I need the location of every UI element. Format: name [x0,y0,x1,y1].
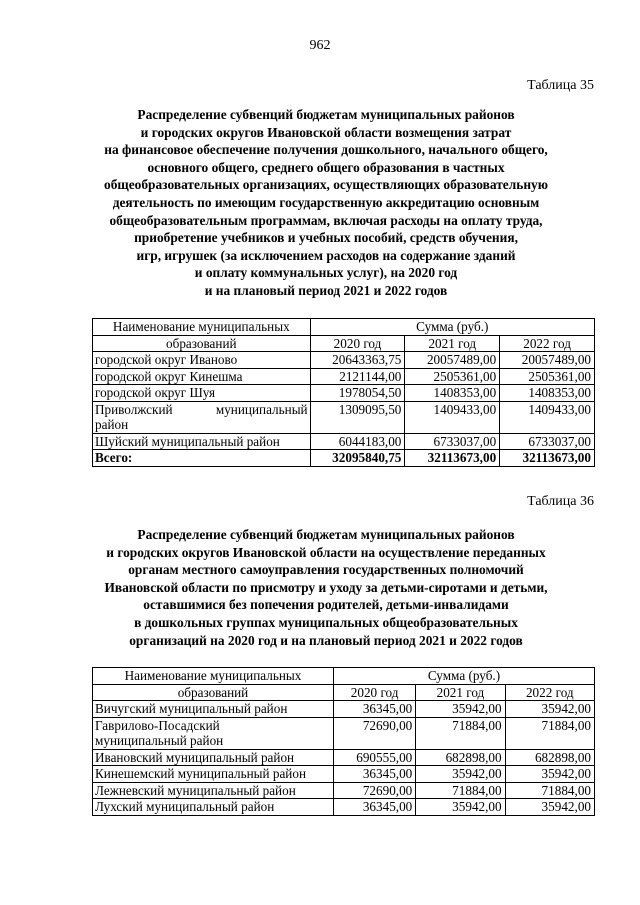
heading-line: оставшимися без попечения родителей, детьми-инвалидами [143,597,509,613]
header-sum: Сумма (руб.) [310,319,594,336]
row-name: Шуйский муниципальный район [93,433,311,450]
table-35-caption: Таблица 35 [527,78,594,93]
header-sum: Сумма (руб.) [333,668,594,685]
table-row [93,766,595,783]
total-value: 32113673,00 [405,450,500,467]
row-value: 71884,00 [505,717,594,749]
row-value: 682898,00 [505,749,594,766]
row-name: Вичугский муниципальный район [93,701,334,718]
row-name-justified [95,402,308,418]
table-36 [92,667,595,816]
row-value: 1409433,00 [405,401,500,433]
row-value: 71884,00 [416,782,505,799]
table-row [93,782,595,799]
row-value: 1408353,00 [405,385,500,402]
table-35-heading [80,106,572,300]
heading-line: общеобразовательным программам, включая расходы на оплату труда, [109,212,543,228]
page-number: 962 [309,38,331,53]
header-year: 2021 год [405,335,500,352]
heading-line: приобретение учебников и учебных пособий, средств обучения, [134,230,518,246]
row-name [93,401,311,433]
table-header-row [93,684,595,701]
table-36-heading [80,526,572,649]
row-value: 35942,00 [505,701,594,718]
row-name-part: район [95,417,129,432]
header-name-2: образований [93,684,334,701]
heading-line: и оплату коммунальных услуг), на 2020 год [194,265,458,281]
row-name: городской округ Шуя [93,385,311,402]
row-name: городской округ Иваново [93,352,311,369]
row-value: 36345,00 [333,766,415,783]
table-row [93,799,595,816]
row-value: 71884,00 [416,717,505,749]
table-row [93,701,595,718]
row-value: 35942,00 [416,799,505,816]
table-header-row [93,668,595,685]
row-value: 2121144,00 [310,368,405,385]
table-35 [92,318,595,467]
row-value: 35942,00 [505,766,594,783]
row-value: 2505361,00 [500,368,595,385]
header-year: 2020 год [333,684,415,701]
heading-line: деятельность по имеющим государственную аккредитацию основным [112,194,540,210]
heading-line: и городских округов Ивановской области на осуществление переданных [106,544,546,560]
table-row [93,368,595,385]
header-year: 2021 год [416,684,505,701]
header-year: 2022 год [505,684,594,701]
row-value: 72690,00 [333,717,415,749]
row-name: Лухский муниципальный район [93,799,334,816]
row-name: Ивановский муниципальный район [93,749,334,766]
header-name: Наименование муниципальных [93,668,334,685]
heading-line: организаций на 2020 год и на плановый период 2021 и 2022 годов [129,632,523,648]
table-header-row [93,335,595,352]
row-value: 6044183,00 [310,433,405,450]
row-name: Лежневский муниципальный район [93,782,334,799]
table-row [93,352,595,369]
heading-line: и городских округов Ивановской области возмещения затрат [140,124,512,140]
total-value: 32113673,00 [500,450,595,467]
row-value: 6733037,00 [405,433,500,450]
row-value: 6733037,00 [500,433,595,450]
table-row [93,385,595,402]
row-value: 1309095,50 [310,401,405,433]
row-value: 1408353,00 [500,385,595,402]
row-value: 35942,00 [505,799,594,816]
row-value: 36345,00 [333,799,415,816]
header-name: Наименование муниципальных [93,319,311,336]
row-value: 2505361,00 [405,368,500,385]
table-row [93,401,595,433]
header-year: 2022 год [500,335,595,352]
heading-line: основного общего, среднего общего образования в частных [147,159,505,175]
row-value: 1978054,50 [310,385,405,402]
table-row [93,717,595,749]
row-value: 35942,00 [416,701,505,718]
row-value: 71884,00 [505,782,594,799]
row-value: 690555,00 [333,749,415,766]
heading-line: органам местного самоуправления государственных полномочий [128,562,524,578]
heading-line: Распределение субвенций бюджетам муниципальных районов [137,107,515,122]
table-row [93,433,595,450]
heading-line: игр, игрушек (за исключением расходов на содержание зданий [136,247,516,263]
heading-line: общеобразовательных организациях, осуществляющих образовательную [104,177,548,193]
total-value: 32095840,75 [310,450,405,467]
heading-line: Распределение субвенций бюджетам муниципальных районов [137,527,515,542]
heading-line: на финансовое обеспечение получения дошкольного, начального общего, [104,142,548,158]
row-value: 682898,00 [416,749,505,766]
table-36-caption: Таблица 36 [527,494,594,509]
row-value: 20643363,75 [310,352,405,369]
table-row [93,749,595,766]
row-value: 36345,00 [333,701,415,718]
row-value: 20057489,00 [500,352,595,369]
row-name: городской округ Кинешма [93,368,311,385]
heading-line: Ивановской области по присмотру и уходу за детьми-сиротами и детьми, [104,579,548,595]
row-name [93,717,334,749]
row-name-part: Приволжский [95,401,173,417]
header-name-2: образований [93,335,311,352]
row-value: 1409433,00 [500,401,595,433]
row-name: Кинешемский муниципальный район [93,766,334,783]
row-value: 20057489,00 [405,352,500,369]
row-name-part: Гаврилово-Посадский [95,717,220,733]
row-name-part: муниципальный [215,401,308,417]
header-year: 2020 год [310,335,405,352]
total-label: Всего: [93,450,311,467]
heading-line: в дошкольных группах муниципальных общеобразовательных [134,614,518,630]
table-total-row [93,450,595,467]
heading-line: и на плановый период 2021 и 2022 годов [204,282,448,298]
row-value: 72690,00 [333,782,415,799]
table-header-row [93,319,595,336]
row-value: 35942,00 [416,766,505,783]
row-name-part: муниципальный район [95,733,224,748]
